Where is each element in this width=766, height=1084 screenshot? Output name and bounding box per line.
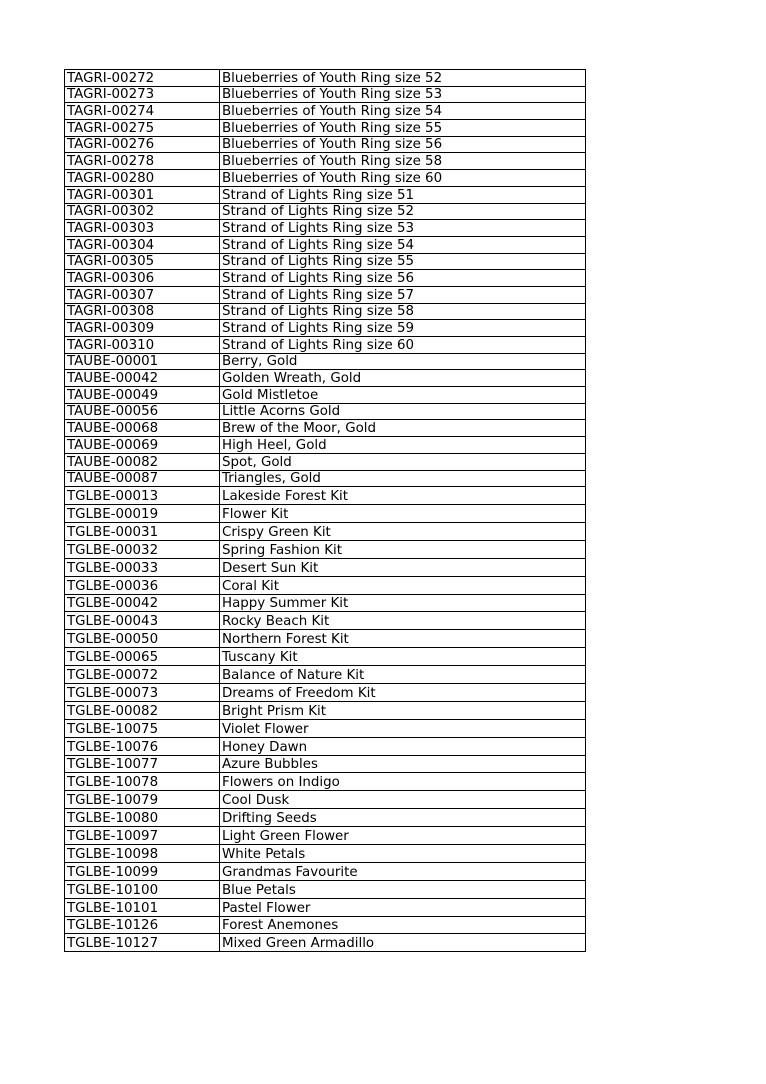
product-name-cell: Flowers on Indigo <box>220 773 586 791</box>
product-name-cell: Grandmas Favourite <box>220 862 586 880</box>
table-row <box>65 862 586 880</box>
product-name-cell: Balance of Nature Kit <box>220 666 586 684</box>
product-code-cell: TGLBE-10080 <box>65 809 220 827</box>
table-row <box>65 916 586 934</box>
table-row <box>65 773 586 791</box>
table-row <box>65 253 586 270</box>
product-name-cell: White Petals <box>220 845 586 863</box>
table-row <box>65 420 586 437</box>
product-name-cell: Pastel Flower <box>220 898 586 916</box>
product-code-cell: TGLBE-10079 <box>65 791 220 809</box>
table-row <box>65 612 586 630</box>
product-name-cell: Strand of Lights Ring size 51 <box>220 186 586 203</box>
product-name-cell: Forest Anemones <box>220 916 586 934</box>
product-name-cell: Tuscany Kit <box>220 648 586 666</box>
table-row <box>65 791 586 809</box>
table-row <box>65 558 586 576</box>
table-row <box>65 170 586 187</box>
product-name-cell: Brew of the Moor, Gold <box>220 420 586 437</box>
table-row <box>65 203 586 220</box>
product-code-cell: TGLBE-10126 <box>65 916 220 934</box>
product-name-cell: Blueberries of Youth Ring size 60 <box>220 170 586 187</box>
table-row <box>65 236 586 253</box>
product-code-cell: TGLBE-00065 <box>65 648 220 666</box>
table-row <box>65 86 586 103</box>
product-name-cell: Blueberries of Youth Ring size 54 <box>220 103 586 120</box>
table-row <box>65 70 586 87</box>
product-code-cell: TGLBE-10078 <box>65 773 220 791</box>
product-name-cell: Dreams of Freedom Kit <box>220 683 586 701</box>
table-row <box>65 648 586 666</box>
product-code-cell: TGLBE-10099 <box>65 862 220 880</box>
table-row <box>65 540 586 558</box>
product-code-cell: TAGRI-00310 <box>65 337 220 354</box>
table-row <box>65 487 586 505</box>
table-row <box>65 898 586 916</box>
product-code-cell: TGLBE-00072 <box>65 666 220 684</box>
product-name-cell: Blueberries of Youth Ring size 56 <box>220 136 586 153</box>
product-code-cell: TAUBE-00068 <box>65 420 220 437</box>
product-name-cell: Little Acorns Gold <box>220 403 586 420</box>
product-code-cell: TAGRI-00309 <box>65 320 220 337</box>
product-name-cell: Blueberries of Youth Ring size 55 <box>220 120 586 137</box>
product-code-cell: TGLBE-10075 <box>65 719 220 737</box>
table-row <box>65 809 586 827</box>
product-name-cell: Strand of Lights Ring size 53 <box>220 220 586 237</box>
product-code-cell: TAGRI-00304 <box>65 236 220 253</box>
product-code-cell: TGLBE-10077 <box>65 755 220 773</box>
table-row <box>65 683 586 701</box>
table-row <box>65 320 586 337</box>
product-name-cell: Coral Kit <box>220 576 586 594</box>
product-name-cell: Strand of Lights Ring size 57 <box>220 286 586 303</box>
table-row <box>65 337 586 354</box>
product-name-cell: Strand of Lights Ring size 58 <box>220 303 586 320</box>
table-row <box>65 576 586 594</box>
product-code-cell: TAUBE-00001 <box>65 353 220 370</box>
table-row <box>65 387 586 404</box>
product-code-cell: TAGRI-00307 <box>65 286 220 303</box>
product-name-cell: Triangles, Gold <box>220 470 586 487</box>
product-name-cell: Strand of Lights Ring size 55 <box>220 253 586 270</box>
product-name-cell: Crispy Green Kit <box>220 522 586 540</box>
table-row <box>65 437 586 454</box>
table-row <box>65 701 586 719</box>
product-code-cell: TAUBE-00087 <box>65 470 220 487</box>
product-name-cell: Drifting Seeds <box>220 809 586 827</box>
product-name-cell: Blueberries of Youth Ring size 53 <box>220 86 586 103</box>
product-code-cell: TGLBE-10076 <box>65 737 220 755</box>
product-code-cell: TAUBE-00082 <box>65 453 220 470</box>
product-code-cell: TGLBE-00043 <box>65 612 220 630</box>
product-code-cell: TAUBE-00049 <box>65 387 220 404</box>
table-row <box>65 594 586 612</box>
product-name-cell: Azure Bubbles <box>220 755 586 773</box>
table-row <box>65 120 586 137</box>
product-name-cell: Strand of Lights Ring size 54 <box>220 236 586 253</box>
product-code-cell: TGLBE-10100 <box>65 880 220 898</box>
product-code-cell: TGLBE-00050 <box>65 630 220 648</box>
product-name-cell: Happy Summer Kit <box>220 594 586 612</box>
table-row <box>65 453 586 470</box>
product-name-cell: Northern Forest Kit <box>220 630 586 648</box>
product-name-cell: Strand of Lights Ring size 56 <box>220 270 586 287</box>
product-code-cell: TAGRI-00302 <box>65 203 220 220</box>
product-name-cell: Gold Mistletoe <box>220 387 586 404</box>
product-code-cell: TAGRI-00308 <box>65 303 220 320</box>
table-row <box>65 522 586 540</box>
product-name-cell: Blue Petals <box>220 880 586 898</box>
product-code-cell: TGLBE-00032 <box>65 540 220 558</box>
product-code-cell: TGLBE-00031 <box>65 522 220 540</box>
table-row <box>65 186 586 203</box>
product-code-cell: TAGRI-00276 <box>65 136 220 153</box>
product-name-cell: Lakeside Forest Kit <box>220 487 586 505</box>
product-name-cell: Strand of Lights Ring size 60 <box>220 337 586 354</box>
product-code-cell: TGLBE-10097 <box>65 827 220 845</box>
table-row <box>65 880 586 898</box>
product-code-cell: TGLBE-00033 <box>65 558 220 576</box>
product-name-cell: Spring Fashion Kit <box>220 540 586 558</box>
product-name-cell: Strand of Lights Ring size 52 <box>220 203 586 220</box>
product-name-cell: Strand of Lights Ring size 59 <box>220 320 586 337</box>
product-name-cell: Blueberries of Youth Ring size 58 <box>220 153 586 170</box>
table-row <box>65 403 586 420</box>
table-row <box>65 470 586 487</box>
product-code-cell: TGLBE-00042 <box>65 594 220 612</box>
product-code-cell: TAGRI-00280 <box>65 170 220 187</box>
product-name-cell: Light Green Flower <box>220 827 586 845</box>
table-row <box>65 755 586 773</box>
product-code-cell: TAGRI-00301 <box>65 186 220 203</box>
table-row <box>65 827 586 845</box>
table-row <box>65 303 586 320</box>
product-code-cell: TAGRI-00273 <box>65 86 220 103</box>
product-code-cell: TAUBE-00042 <box>65 370 220 387</box>
product-code-cell: TGLBE-00013 <box>65 487 220 505</box>
product-code-cell: TGLBE-00036 <box>65 576 220 594</box>
product-name-cell: Flower Kit <box>220 505 586 523</box>
table-row <box>65 845 586 863</box>
product-name-cell: Golden Wreath, Gold <box>220 370 586 387</box>
table-row <box>65 286 586 303</box>
product-name-cell: Desert Sun Kit <box>220 558 586 576</box>
table-row <box>65 630 586 648</box>
product-name-cell: Honey Dawn <box>220 737 586 755</box>
product-name-cell: Mixed Green Armadillo <box>220 934 586 952</box>
table-row <box>65 270 586 287</box>
product-code-cell: TGLBE-00019 <box>65 505 220 523</box>
table-row <box>65 136 586 153</box>
table-row <box>65 153 586 170</box>
table-row <box>65 934 586 952</box>
product-code-cell: TAGRI-00275 <box>65 120 220 137</box>
product-name-cell: Berry, Gold <box>220 353 586 370</box>
product-code-cell: TGLBE-10101 <box>65 898 220 916</box>
product-name-cell: High Heel, Gold <box>220 437 586 454</box>
product-code-cell: TAGRI-00278 <box>65 153 220 170</box>
product-code-cell: TAUBE-00069 <box>65 437 220 454</box>
product-name-cell: Bright Prism Kit <box>220 701 586 719</box>
product-name-cell: Spot, Gold <box>220 453 586 470</box>
product-name-cell: Violet Flower <box>220 719 586 737</box>
product-code-cell: TGLBE-10098 <box>65 845 220 863</box>
product-table <box>64 69 586 952</box>
product-name-cell: Rocky Beach Kit <box>220 612 586 630</box>
product-table-body <box>65 70 586 952</box>
product-code-cell: TAGRI-00305 <box>65 253 220 270</box>
table-row <box>65 220 586 237</box>
table-row <box>65 719 586 737</box>
table-row <box>65 666 586 684</box>
product-code-cell: TAGRI-00272 <box>65 70 220 87</box>
table-row <box>65 370 586 387</box>
product-name-cell: Blueberries of Youth Ring size 52 <box>220 70 586 87</box>
table-row <box>65 505 586 523</box>
product-code-cell: TGLBE-10127 <box>65 934 220 952</box>
product-code-cell: TAUBE-00056 <box>65 403 220 420</box>
table-row <box>65 737 586 755</box>
product-code-cell: TGLBE-00073 <box>65 683 220 701</box>
product-code-cell: TGLBE-00082 <box>65 701 220 719</box>
product-code-cell: TAGRI-00303 <box>65 220 220 237</box>
product-name-cell: Cool Dusk <box>220 791 586 809</box>
table-row <box>65 103 586 120</box>
product-code-cell: TAGRI-00306 <box>65 270 220 287</box>
table-row <box>65 353 586 370</box>
product-code-cell: TAGRI-00274 <box>65 103 220 120</box>
